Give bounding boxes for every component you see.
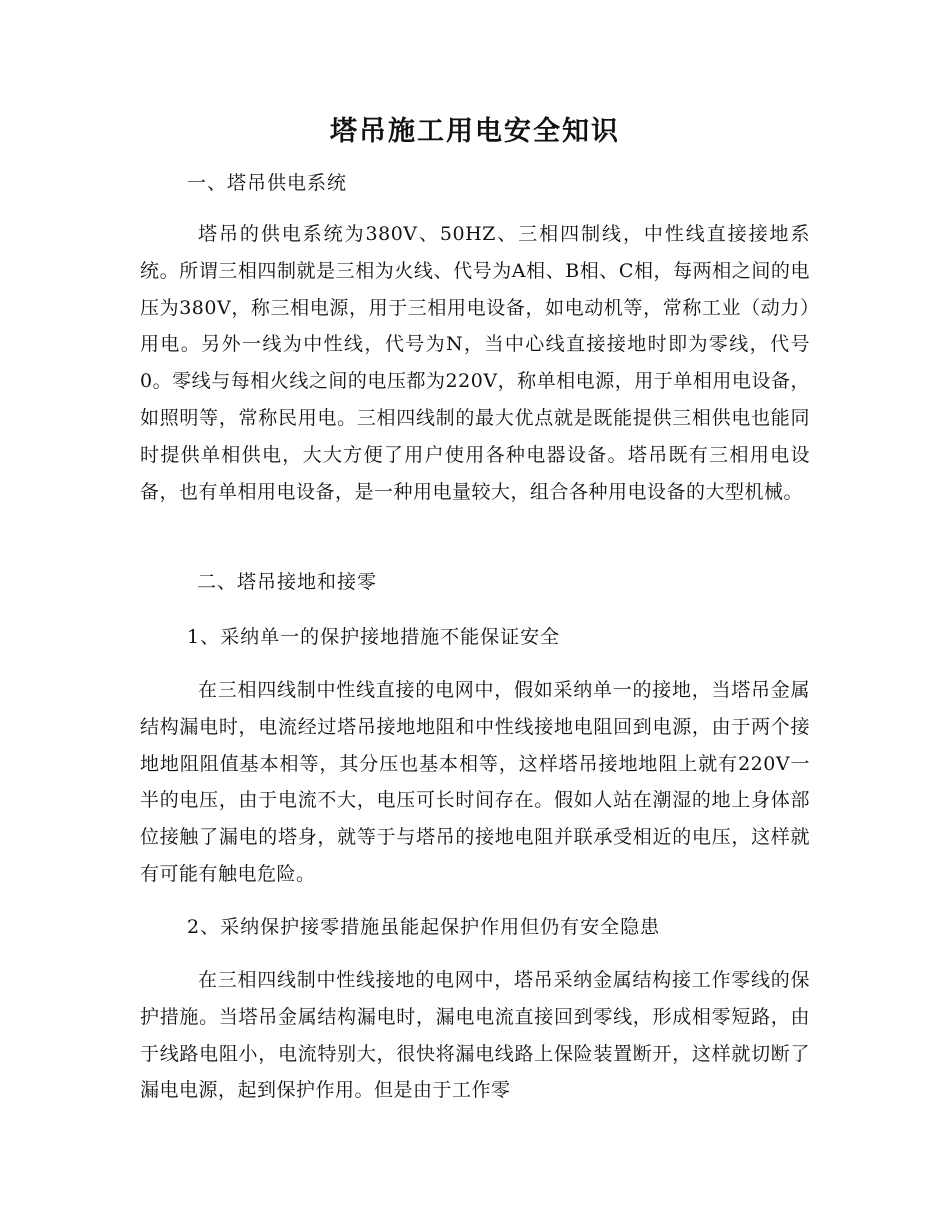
section-1-heading: 一、塔吊供电系统: [187, 172, 348, 194]
document-title: 塔吊施工用电安全知识: [330, 116, 620, 147]
subsection-1-paragraph: 在三相四线制中性线直接的电网中，假如采纳单一的接地，当塔吊金属结构漏电时，电流经过塔吊接地地阻和中性线接地电阻回到电源，由于两个接地地阻阻值基本相等，其分压也基本相等，这样塔吊接地地阻上就有220V一半的电压，由于电流不大，电压可长时间存在。假如人站在潮湿的地上身体部位接触了漏电的塔身，就等于与塔吊的接地电阻并联承受相近的电压，这样就有可能有触电危险。: [140, 679, 810, 885]
subsection-1-heading: 1、采纳单一的保护接地措施不能保证安全: [187, 626, 561, 648]
subsection-2-paragraph: 在三相四线制中性线接地的电网中，塔吊采纳金属结构接工作零线的保护措施。当塔吊金属结构漏电时，漏电电流直接回到零线，形成相零短路，由于线路电阻小，电流特别大，很快将漏电线路上保险装置断开，这样就切断了漏电电源，起到保护作用。但是由于工作零: [140, 969, 810, 1102]
section-1-paragraph: 塔吊的供电系统为380V、50HZ、三相四制线，中性线直接接地系统。所谓三相四制就是三相为火线、代号为A相、B相、C相，每两相之间的电压为380V，称三相电源，用于三相用电设备，如电动机等，常称工业（动力）用电。另外一线为中性线，代号为N，当中心线直接接地时即为零线，代号0。零线与每相火线之间的电压都为220V，称单相电源，用于单相用电设备，如照明等，常称民用电。三相四线制的最大优点就是既能提供三相供电也能同时提供单相供电，大大方便了用户使用各种电器设备。塔吊既有三相用电设备，也有单相用电设备，是一种用电量较大，组合各种用电设备的大型机械。: [140, 223, 810, 503]
subsection-2-heading: 2、采纳保护接零措施虽能起保护作用但仍有安全隐患: [187, 916, 661, 938]
section-2-heading: 二、塔吊接地和接零: [197, 571, 378, 593]
